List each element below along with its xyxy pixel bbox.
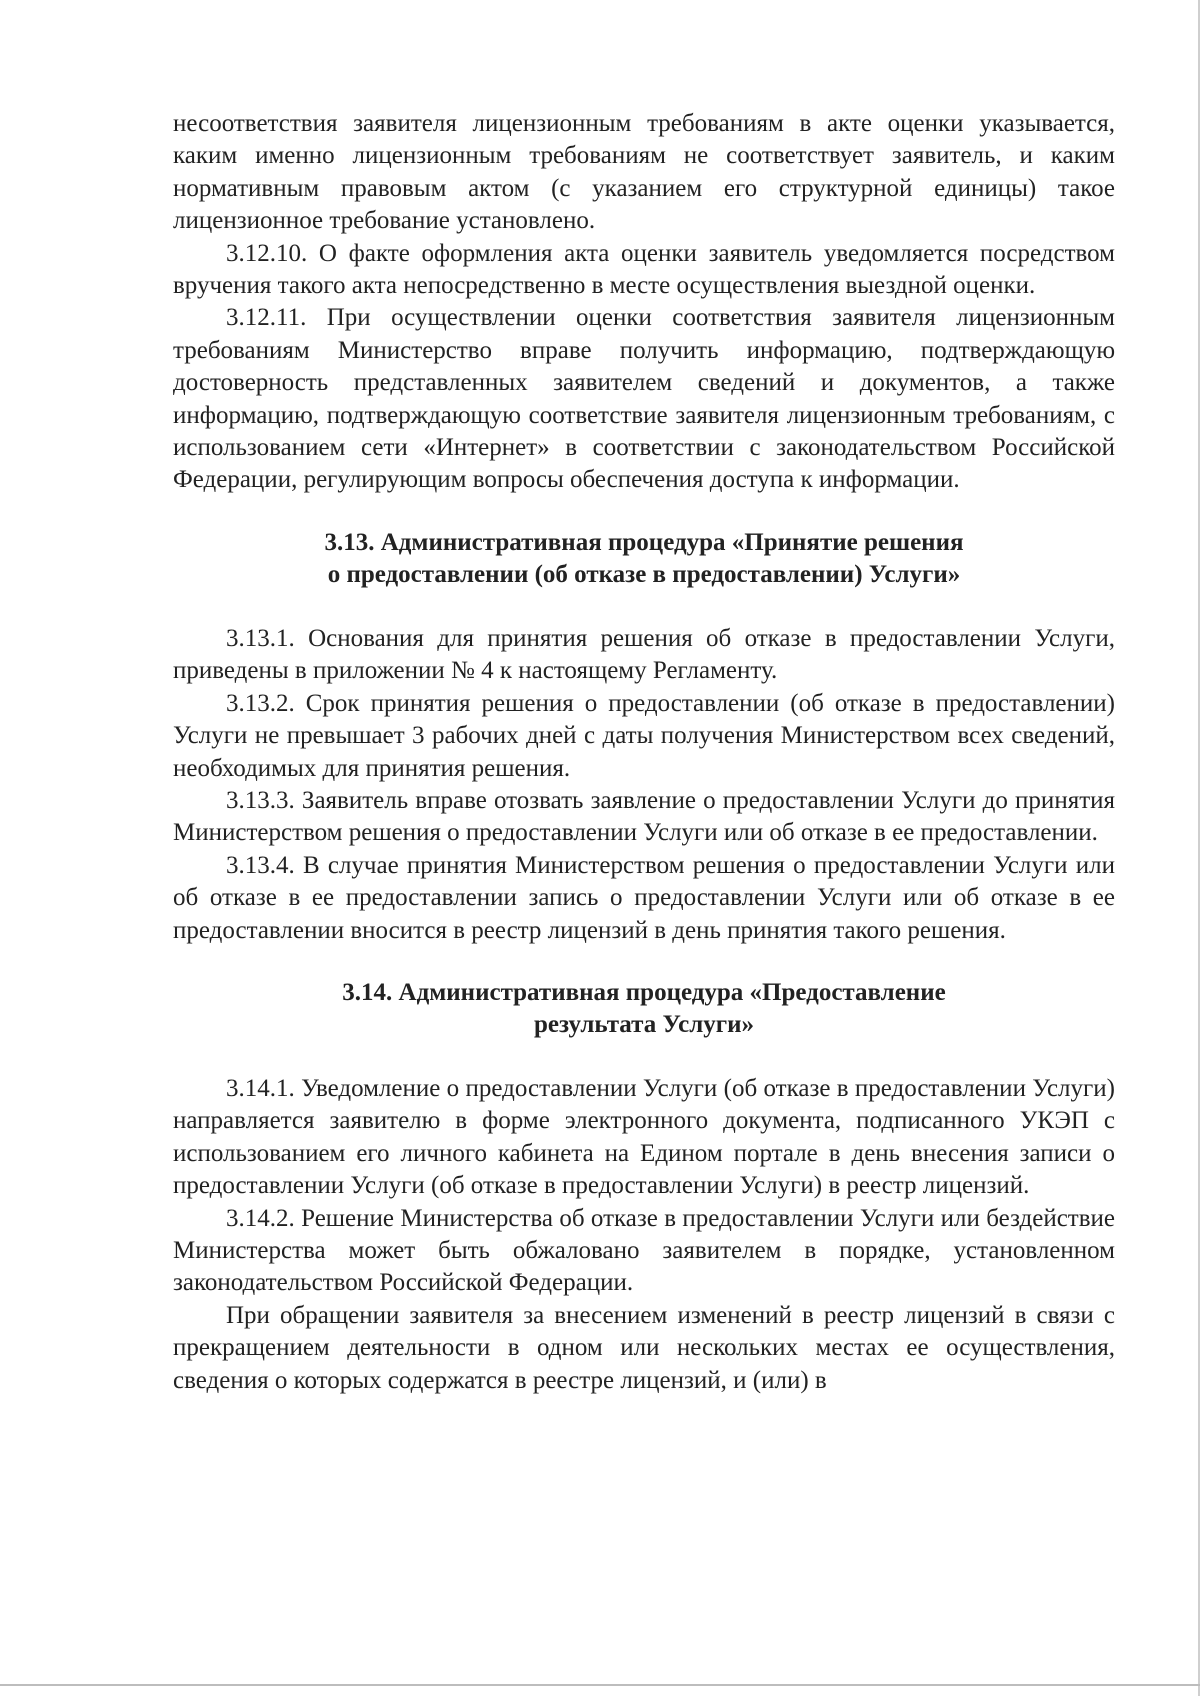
section-heading-3-14-line2: результата Услуги» — [534, 1010, 754, 1038]
section-heading-3-14-line1: 3.14. Административная процедура «Предоставление — [342, 978, 946, 1006]
paragraph-3-14-2: 3.14.2. Решение Министерства об отказе в предоставлении Услуги или бездействие Министерства может быть обжаловано заявителем в порядке, установленном законодательством Российской Федерации. — [173, 1204, 1115, 1297]
section-heading-3-13-line1: 3.13. Административная процедура «Принятие решения — [324, 528, 964, 556]
spacer — [173, 947, 1115, 977]
paragraph-3-12-11: 3.12.11. При осуществлении оценки соответствия заявителя лицензионным требованиям Министерство вправе получить информацию, подтверждающую достоверность представленных заявителем сведений и документов, а также информацию, подтверждающую соответствие заявителя лицензионным требованиям, с использованием сети «Интернет» в соответствии с законодательством Российской Федерации, регулирующим вопросы обеспечения доступа к информации. — [173, 304, 1115, 494]
spacer — [173, 1041, 1115, 1073]
section-heading-3-13-line2: о предоставлении (об отказе в предоставлении) Услуги» — [327, 560, 961, 588]
paragraph-3-12-10: 3.12.10. О факте оформления акта оценки заявитель уведомляется посредством вручения такого акта непосредственно в месте осуществления выездной оценки. — [173, 239, 1115, 300]
document-page — [173, 108, 1115, 1397]
scan-bottom-edge — [0, 1684, 1200, 1686]
spacer — [173, 497, 1115, 527]
paragraph-3-13-3: 3.13.3. Заявитель вправе отозвать заявление о предоставлении Услуги до принятия Министерством решения о предоставлении Услуги или об отказе в ее предоставлении. — [173, 786, 1115, 847]
paragraph-continuation: При обращении заявителя за внесением изменений в реестр лицензий в связи с прекращением деятельности в одном или нескольких местах ее осуществления, сведения о которых содержатся в реестре лицензий, и (или) в — [173, 1301, 1115, 1394]
section-heading-3-13 — [173, 527, 1115, 591]
paragraph-continued: несоответствия заявителя лицензионным требованиям в акте оценки указывается, каким именно лицензионным требованиям не соответствует заявитель, и каким нормативным правовым актом (с указанием его структурной единицы) такое лицензионное требование установлено. — [173, 110, 1115, 235]
paragraph-3-13-4: 3.13.4. В случае принятия Министерством решения о предоставлении Услуги или об отказе в ее предоставлении запись о предоставлении Услуги или об отказе в ее предоставлении вносится в реестр лицензий в день принятия такого решения. — [173, 851, 1115, 944]
section-heading-3-14 — [173, 977, 1115, 1041]
paragraph-3-14-1: 3.14.1. Уведомление о предоставлении Услуги (об отказе в предоставлении Услуги) направляется заявителю в форме электронного документа, подписанного УКЭП с использованием его личного кабинета на Едином портале в день внесения записи о предоставлении Услуги (об отказе в предоставлении Услуги) в реестр лицензий. — [173, 1074, 1115, 1200]
spacer — [173, 591, 1115, 623]
paragraph-3-13-1: 3.13.1. Основания для принятия решения об отказе в предоставлении Услуги, приведены в приложении № 4 к настоящему Регламенту. — [173, 624, 1115, 685]
paragraph-3-13-2: 3.13.2. Срок принятия решения о предоставлении (об отказе в предоставлении) Услуги не превышает 3 рабочих дней с даты получения Министерством всех сведений, необходимых для принятия решения. — [173, 689, 1115, 782]
